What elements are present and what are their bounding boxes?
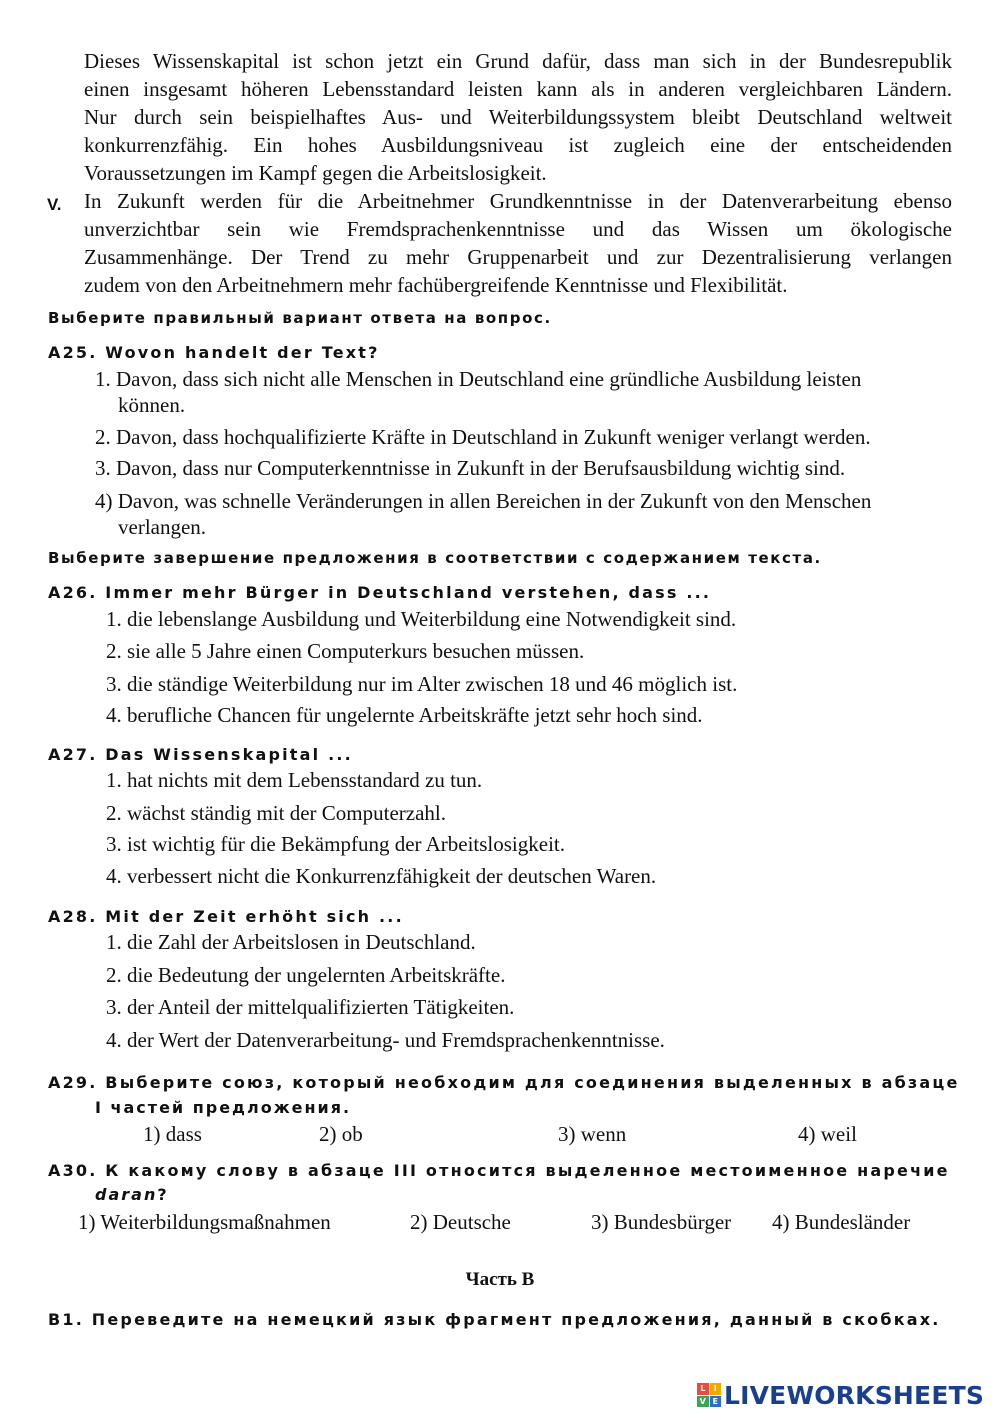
text-line: konkurrenzfähig. Ein hohes Ausbildungsniveau ist zugleich eine der entscheidenden xyxy=(84,133,952,157)
logo-mark-letter: L xyxy=(697,1383,709,1395)
text-line: Dieses Wissenskapital ist schon jetzt ein Grund dafür, dass man sich in der Bundesrepublik xyxy=(84,49,952,73)
question-a29-continued: I частей предложения. xyxy=(95,1098,352,1117)
a25-option-1-continued: können. xyxy=(118,393,186,417)
instruction-complete-sentence: Выберите завершение предложения в соответствии с содержанием текста. xyxy=(48,549,822,567)
a26-option-1[interactable]: 1. die lebenslange Ausbildung und Weiterbildung eine Notwendigkeit sind. xyxy=(106,607,737,631)
question-a25: A25. Wovon handelt der Text? xyxy=(48,343,380,362)
a29-option-1[interactable]: 1) dass xyxy=(143,1122,202,1146)
a28-option-2[interactable]: 2. die Bedeutung der ungelernten Arbeitskräfte. xyxy=(106,963,506,987)
a30-option-1[interactable]: 1) Weiterbildungsmaßnahmen xyxy=(78,1210,331,1234)
a28-option-3[interactable]: 3. der Anteil der mittelqualifizierten Tätigkeiten. xyxy=(106,995,515,1019)
logo-mark-letter: I xyxy=(710,1383,722,1395)
question-a30-continued xyxy=(95,1185,169,1204)
text-line: unverzichtbar sein wie Fremdsprachenkenntnisse und das Wissen um ökologische xyxy=(84,217,952,241)
instruction-choose-answer: Выберите правильный вариант ответа на вопрос. xyxy=(48,309,552,327)
logo-text: LIVEWORKSHEETS xyxy=(724,1380,985,1410)
text-line: einen insgesamt höheren Lebensstandard leisten kann als in anderen vergleichbaren Ländern. xyxy=(84,77,952,101)
part-b-title: Часть B xyxy=(465,1269,535,1290)
question-a30: A30. К какому слову в абзаце III относится выделенное местоименное наречие xyxy=(48,1161,950,1180)
text-line: Voraussetzungen im Kampf gegen die Arbeitslosigkeit. xyxy=(84,161,547,185)
a29-option-3[interactable]: 3) wenn xyxy=(558,1122,627,1146)
a30-option-3[interactable]: 3) Bundesbürger xyxy=(591,1210,732,1234)
question-a26: A26. Immer mehr Bürger in Deutschland verstehen, dass ... xyxy=(48,583,712,602)
a27-option-4[interactable]: 4. verbessert nicht die Konkurrenzfähigkeit der deutschen Waren. xyxy=(106,864,657,888)
a27-option-3[interactable]: 3. ist wichtig für die Bekämpfung der Arbeitslosigkeit. xyxy=(106,832,566,856)
a26-option-3[interactable]: 3. die ständige Weiterbildung nur im Alter zwischen 18 und 46 möglich ist. xyxy=(106,672,738,696)
a27-option-1[interactable]: 1. hat nichts mit dem Lebensstandard zu tun. xyxy=(106,768,483,792)
logo-mark-icon xyxy=(697,1383,721,1407)
logo-mark-letter: V xyxy=(697,1396,709,1408)
a29-option-4[interactable]: 4) weil xyxy=(798,1122,857,1146)
highlighted-word: daran xyxy=(95,1185,158,1204)
a28-option-4[interactable]: 4. der Wert der Datenverarbeitung- und Fremdsprachenkenntnisse. xyxy=(106,1028,665,1052)
text-line: In Zukunft werden für die Arbeitnehmer Grundkenntnisse in der Datenverarbeitung ebenso xyxy=(84,189,952,213)
paragraph-v xyxy=(84,187,952,299)
a28-option-1[interactable]: 1. die Zahl der Arbeitslosen in Deutschland. xyxy=(106,930,476,954)
question-b1: B1. Переведите на немецкий язык фрагмент предложения, данный в скобках. xyxy=(48,1310,941,1329)
a25-option-3[interactable]: 3. Davon, dass nur Computerkenntnisse in Zukunft in der Berufsausbildung wichtig sind. xyxy=(95,456,846,480)
question-a29: A29. Выберите союз, который необходим для соединения выделенных в абзаце xyxy=(48,1073,960,1092)
a25-option-2[interactable]: 2. Davon, dass hochqualifizierte Kräfte in Deutschland in Zukunft weniger verlangt werden. xyxy=(95,425,871,449)
question-a28: A28. Mit der Zeit erhöht sich ... xyxy=(48,907,404,926)
a25-option-4-continued: verlangen. xyxy=(118,515,207,539)
a30-option-2[interactable]: 2) Deutsche xyxy=(410,1210,511,1234)
liveworksheets-logo xyxy=(697,1380,984,1410)
logo-mark-letter: E xyxy=(710,1396,722,1408)
paragraph-v-marker: V. xyxy=(47,195,62,214)
a25-option-4[interactable]: 4) Davon, was schnelle Veränderungen in allen Bereichen in der Zukunft von den Menschen xyxy=(95,489,872,513)
question-mark: ? xyxy=(157,1185,169,1204)
a25-option-1[interactable]: 1. Davon, dass sich nicht alle Menschen in Deutschland eine gründliche Ausbildung leisten xyxy=(95,367,862,391)
question-a27: A27. Das Wissenskapital ... xyxy=(48,745,353,764)
text-line: Nur durch sein beispielhaftes Aus- und Weiterbildungssystem bleibt Deutschland weltweit xyxy=(84,105,952,129)
a30-option-4[interactable]: 4) Bundesländer xyxy=(772,1210,911,1234)
text-line: zudem von den Arbeitnehmern mehr fachübergreifende Kenntnisse und Flexibilität. xyxy=(84,273,788,297)
text-line: Zusammenhänge. Der Trend zu mehr Gruppenarbeit und zur Dezentralisierung verlangen xyxy=(84,245,952,269)
a26-option-4[interactable]: 4. berufliche Chancen für ungelernte Arbeitskräfte jetzt sehr hoch sind. xyxy=(106,703,703,727)
a29-option-2[interactable]: 2) ob xyxy=(319,1122,363,1146)
a27-option-2[interactable]: 2. wächst ständig mit der Computerzahl. xyxy=(106,801,447,825)
paragraph-iv-continuation xyxy=(84,47,952,187)
a26-option-2[interactable]: 2. sie alle 5 Jahre einen Computerkurs besuchen müssen. xyxy=(106,639,585,663)
